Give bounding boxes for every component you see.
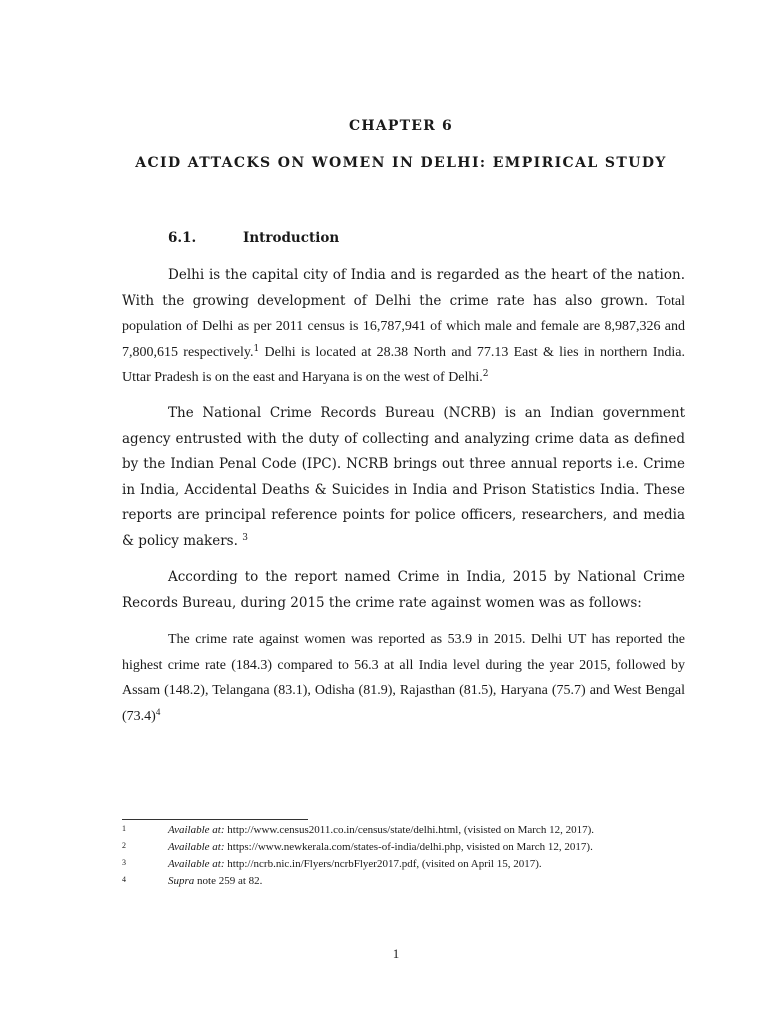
paragraph-text: Delhi is located at 28.38 North and 77.13 East & lies in northern India. Uttar Pradesh is on the east and Haryana is on the west of Delhi. (122, 344, 686, 385)
footnote-ref[interactable]: 3 (242, 532, 248, 543)
footnote-number: 2 (122, 841, 126, 850)
section-number: 6.1. (168, 230, 197, 246)
chapter-title: CHAPTER 6 (349, 118, 453, 134)
paragraph-ncrb (122, 401, 685, 554)
footnote-label: Supra (168, 875, 195, 887)
paragraph-text: Delhi is the capital city of India and is regarded as the heart of the nation. With the growing development of Delhi the crime rate has also grown. (122, 267, 685, 309)
paragraph-intro (122, 263, 685, 391)
paragraph-crime-rate (122, 627, 685, 729)
section-heading (168, 230, 339, 246)
footnote-text: note 259 at 82. (194, 875, 263, 887)
footnote-ref[interactable]: 2 (482, 369, 489, 379)
footnotes (122, 823, 685, 891)
paragraph-text: The crime rate against women was reported as 53.9 in 2015. Delhi UT has reported the highest crime rate (184.3) compared to 56.3 at all India level during the year 2015, followed by Assam (148.2), Telangana (83.1), Odisha (81.9), Rajasthan (81.5), Haryana (75.7) and West Bengal (73.4) (122, 632, 685, 724)
footnote (122, 840, 685, 855)
footnote-label: Available at: (168, 858, 225, 870)
footnote-divider (122, 819, 308, 820)
footnote-text[interactable]: https://www.newkerala.com/states-of-india/delhi.php, visisted on March 12, 2017). (224, 841, 593, 853)
paragraph-text: The National Crime Records Bureau (NCRB) is an Indian government agency entrusted with the duty of collecting and analyzing crime data as defined by the Indian Penal Code (IPC). NCRB brings out three annual reports i.e. Crime in India, Accidental Deaths & Suicides in India and Prison Statistics India. These reports are principal reference points for police officers, researchers, and media & policy makers. (122, 405, 685, 549)
paragraph-text: Total population of Delhi as per 2011 census is 16,787,941 of which male and female are 8,987,326 and 7,800,615 respectively. (122, 293, 685, 360)
footnote-label: Available at: (168, 841, 225, 853)
paragraph-report (122, 565, 685, 616)
chapter-subtitle: ACID ATTACKS ON WOMEN IN DELHI: EMPIRICAL STUDY (135, 155, 667, 171)
footnote-ref[interactable]: 4 (155, 706, 161, 717)
footnote-text[interactable]: http://ncrb.nic.in/Flyers/ncrbFlyer2017.pdf, (visited on April 15, 2017). (224, 858, 542, 870)
footnote (122, 874, 685, 889)
footnote (122, 857, 685, 872)
footnote-text[interactable]: http://www.census2011.co.in/census/state/delhi.html, (visisted on March 12, 2017). (224, 824, 594, 836)
footnote-label: Available at: (168, 824, 225, 836)
footnote-number: 3 (122, 858, 126, 867)
page-number: 1 (392, 946, 400, 961)
footnote-number: 4 (122, 875, 126, 884)
section-title: Introduction (243, 230, 340, 246)
paragraph-text: According to the report named Crime in India, 2015 by National Crime Records Bureau, during 2015 the crime rate against women was as follows: (122, 569, 685, 611)
footnote (122, 823, 685, 838)
footnote-number: 1 (122, 824, 126, 833)
footnote-ref[interactable]: 1 (253, 343, 260, 354)
